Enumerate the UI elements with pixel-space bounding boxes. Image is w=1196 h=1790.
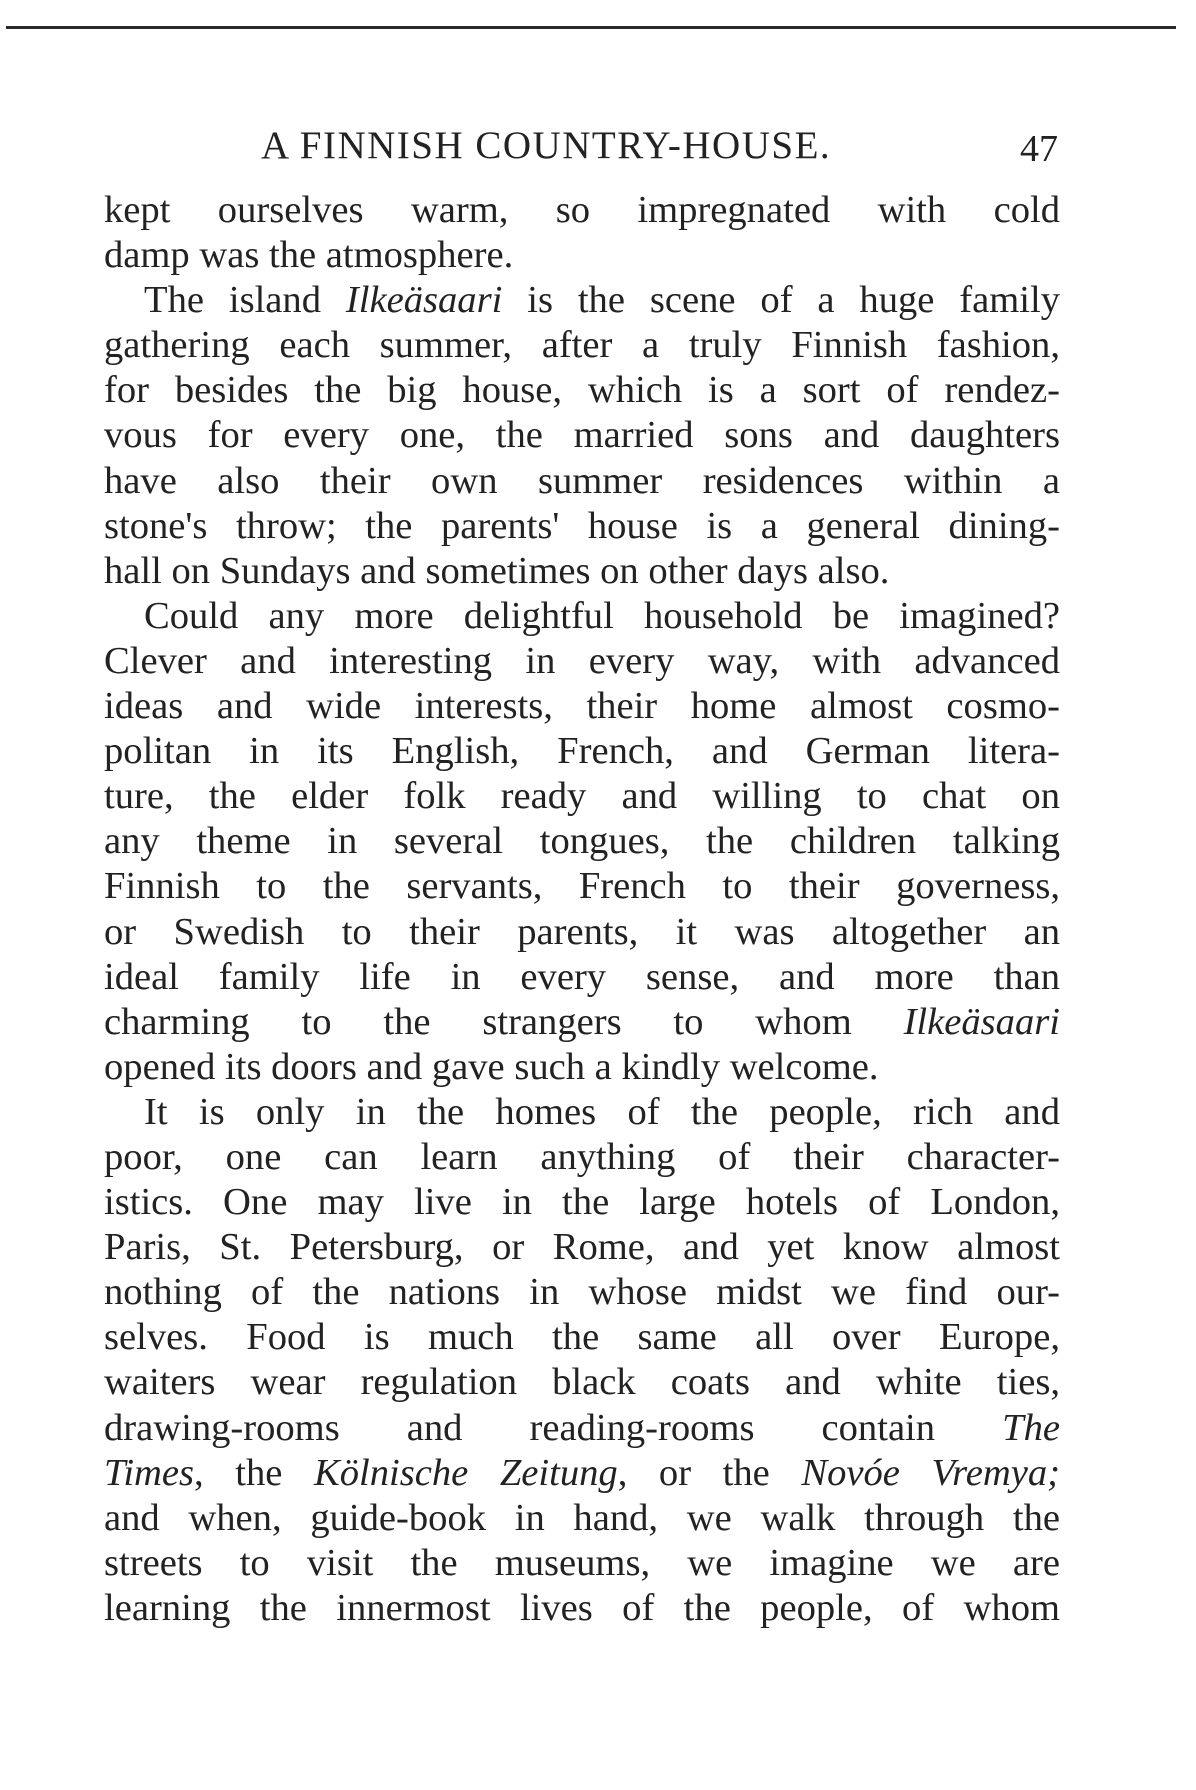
text-line: It is only in the homes of the people, rich and <box>144 1090 1060 1133</box>
text-line: ideal family life in every sense, and more than <box>104 955 1060 998</box>
text-line: politan in its English, French, and German litera- <box>104 730 1060 773</box>
text-line: for besides the big house, which is a sort of rendez- <box>104 369 1060 412</box>
text-line: kept ourselves warm, so impregnated with cold <box>104 189 1060 231</box>
body-text <box>104 188 1060 1631</box>
text-line: Could any more delightful household be imagined? <box>144 594 1060 637</box>
text-line: learning the innermost lives of the people, of whom <box>104 1586 1060 1629</box>
text-line: charming to the strangers to whom Ilkeäsaari <box>104 1000 1060 1043</box>
text-line: nothing of the nations in whose midst we find our- <box>104 1271 1060 1314</box>
text-line: istics. One may live in the large hotels of London, <box>104 1181 1060 1224</box>
top-rule <box>6 26 1176 29</box>
text-line: streets to visit the museums, we imagine we are <box>104 1541 1060 1584</box>
text-line: damp was the atmosphere. <box>104 234 514 277</box>
text-line: Times, the Kölnische Zeitung, or the Novóe Vremya; <box>104 1451 1060 1494</box>
page-header <box>104 115 1060 170</box>
text-line: and when, guide-book in hand, we walk through the <box>104 1496 1060 1539</box>
text-line: ideas and wide interests, their home almost cosmo- <box>104 685 1060 728</box>
text-line: Clever and interesting in every way, with advanced <box>104 639 1060 682</box>
text-line: hall on Sundays and sometimes on other days also. <box>104 549 890 592</box>
text-line: Finnish to the servants, French to their governess, <box>104 865 1060 908</box>
text-line: ture, the elder folk ready and willing to chat on <box>104 775 1060 818</box>
text-line: selves. Food is much the same all over Europe, <box>104 1316 1060 1359</box>
text-line: have also their own summer residences within a <box>104 459 1060 502</box>
text-line: or Swedish to their parents, it was altogether an <box>104 910 1060 953</box>
text-line: vous for every one, the married sons and daughters <box>104 414 1060 457</box>
text-line: drawing-rooms and reading-rooms contain The <box>104 1406 1060 1449</box>
text-line: poor, one can learn anything of their character- <box>104 1135 1060 1178</box>
text-line: Paris, St. Petersburg, or Rome, and yet know almost <box>104 1226 1060 1269</box>
text-line: waiters wear regulation black coats and white ties, <box>104 1361 1060 1404</box>
page-number: 47 <box>1020 128 1058 170</box>
text-line: any theme in several tongues, the children talking <box>104 820 1060 863</box>
running-title: A FINNISH COUNTRY-HOUSE. <box>261 124 832 167</box>
text-line: opened its doors and gave such a kindly welcome. <box>104 1045 879 1088</box>
text-line: stone's throw; the parents' house is a general dining- <box>104 504 1060 547</box>
text-line: gathering each summer, after a truly Finnish fashion, <box>104 324 1060 367</box>
text-line: The island Ilkeäsaari is the scene of a huge family <box>144 279 1060 322</box>
